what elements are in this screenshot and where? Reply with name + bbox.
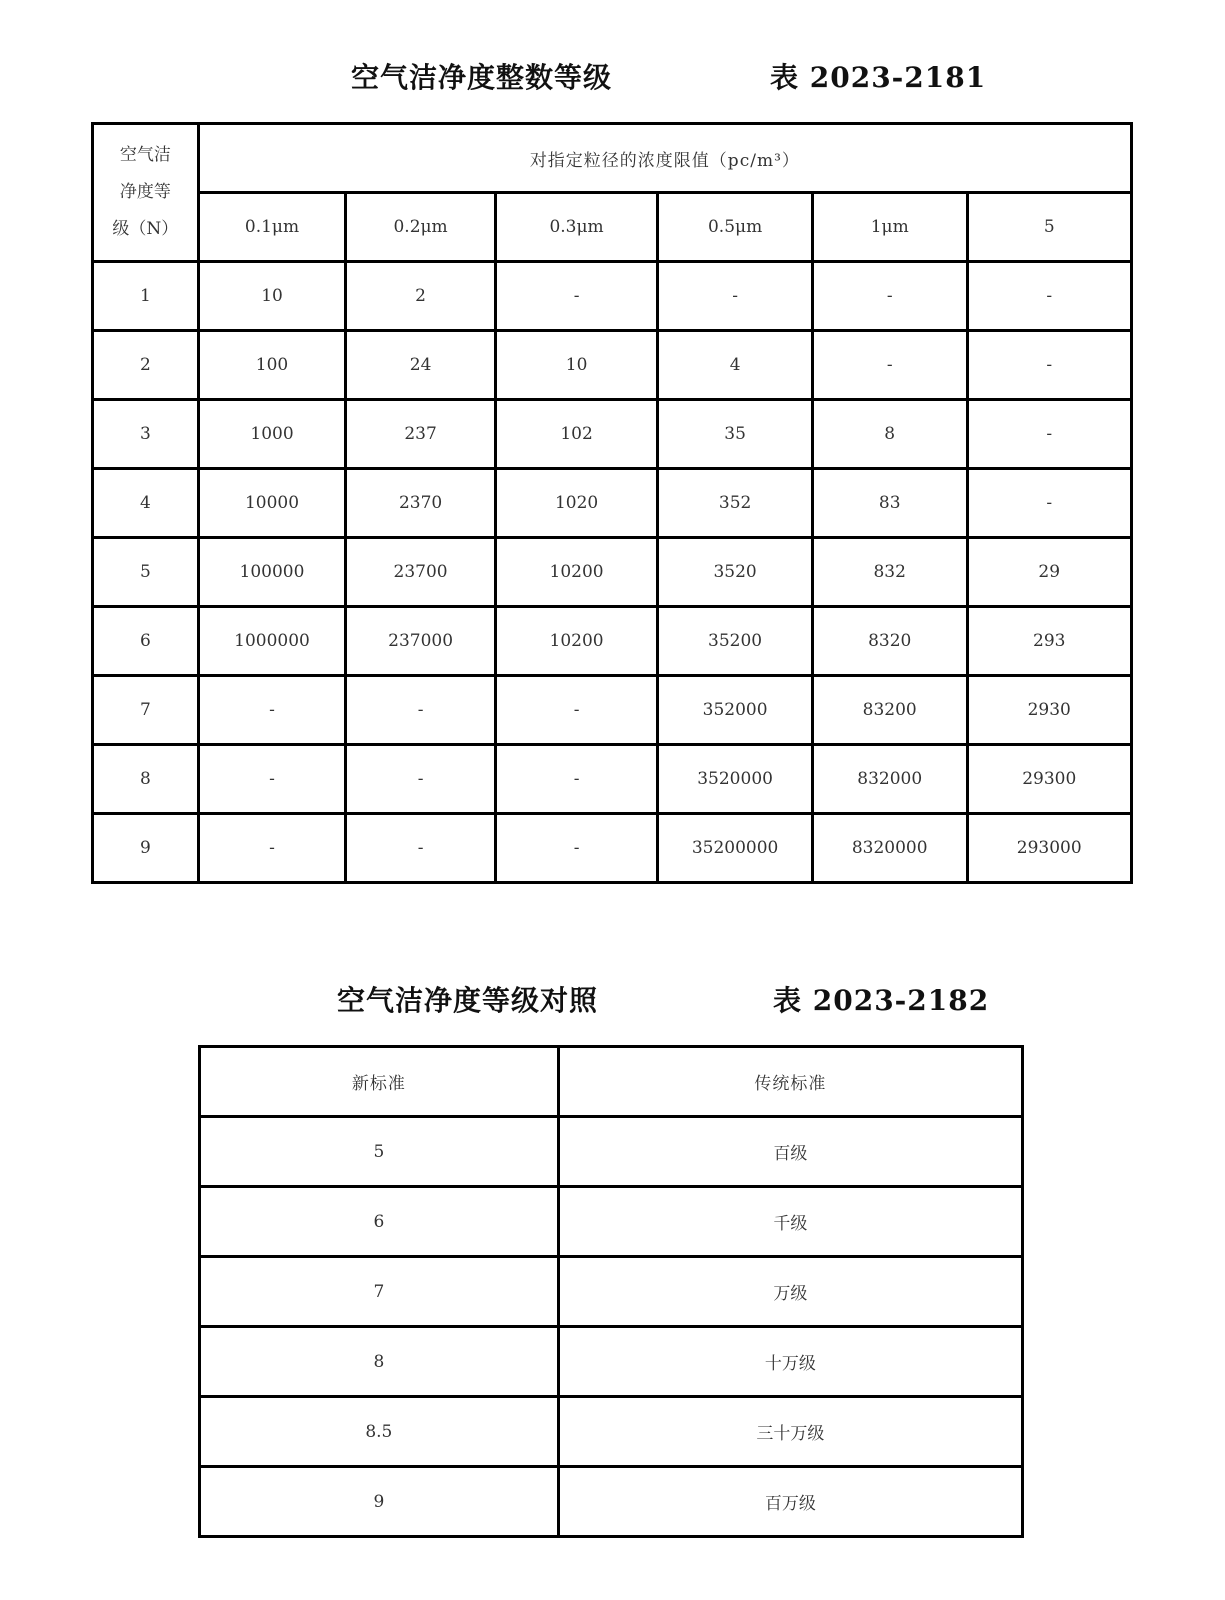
grade-cell: 6 bbox=[93, 607, 199, 676]
traditional-standard-cell: 百级 bbox=[558, 1117, 1022, 1187]
new-standard-cell: 6 bbox=[200, 1187, 559, 1257]
concentration-cell: 29 bbox=[967, 538, 1132, 607]
concentration-cell: 2 bbox=[346, 262, 496, 331]
concentration-cell: 10200 bbox=[495, 538, 657, 607]
new-standard-cell: 8 bbox=[200, 1327, 559, 1397]
concentration-cell: 29300 bbox=[967, 745, 1132, 814]
concentration-cell: 352000 bbox=[658, 676, 813, 745]
concentration-cell: - bbox=[967, 400, 1132, 469]
concentration-cell: 3520000 bbox=[658, 745, 813, 814]
table-row bbox=[200, 1257, 1023, 1327]
new-standard-header: 新标准 bbox=[200, 1047, 559, 1117]
traditional-standard-cell: 万级 bbox=[558, 1257, 1022, 1327]
table-row bbox=[200, 1467, 1023, 1537]
concentration-cell: - bbox=[495, 676, 657, 745]
traditional-standard-cell: 千级 bbox=[558, 1187, 1022, 1257]
concentration-cell: - bbox=[967, 262, 1132, 331]
particle-size-header: 0.5μm bbox=[658, 193, 813, 262]
concentration-cell: 1000000 bbox=[198, 607, 346, 676]
table2-header-row bbox=[200, 1047, 1023, 1117]
concentration-cell: 10000 bbox=[198, 469, 346, 538]
concentration-cell: - bbox=[495, 814, 657, 883]
traditional-standard-cell: 百万级 bbox=[558, 1467, 1022, 1537]
concentration-cell: 352 bbox=[658, 469, 813, 538]
table-row bbox=[200, 1117, 1023, 1187]
new-standard-cell: 8.5 bbox=[200, 1397, 559, 1467]
concentration-cell: - bbox=[812, 331, 967, 400]
concentration-cell: - bbox=[346, 745, 496, 814]
new-standard-cell: 7 bbox=[200, 1257, 559, 1327]
concentration-cell: - bbox=[495, 262, 657, 331]
concentration-cell: 35200 bbox=[658, 607, 813, 676]
concentration-cell: 100000 bbox=[198, 538, 346, 607]
table-row bbox=[93, 745, 1132, 814]
grade-cell: 9 bbox=[93, 814, 199, 883]
concentration-cell: 10 bbox=[198, 262, 346, 331]
particle-size-header-row bbox=[93, 193, 1132, 262]
concentration-cell: 8 bbox=[812, 400, 967, 469]
concentration-cell: 24 bbox=[346, 331, 496, 400]
grade-comparison-table bbox=[198, 1045, 1024, 1538]
concentration-cell: 10 bbox=[495, 331, 657, 400]
grade-cell: 5 bbox=[93, 538, 199, 607]
table1-number: 表 2023-2181 bbox=[770, 61, 987, 94]
grade-cell: 4 bbox=[93, 469, 199, 538]
table1-title: 空气洁净度整数等级 bbox=[351, 61, 613, 94]
concentration-cell: 35200000 bbox=[658, 814, 813, 883]
grade-cell: 8 bbox=[93, 745, 199, 814]
concentration-cell: 102 bbox=[495, 400, 657, 469]
table-row bbox=[93, 262, 1132, 331]
concentration-cell: 2370 bbox=[346, 469, 496, 538]
new-standard-cell: 5 bbox=[200, 1117, 559, 1187]
concentration-cell: 8320000 bbox=[812, 814, 967, 883]
concentration-cell: - bbox=[812, 262, 967, 331]
concentration-cell: 832 bbox=[812, 538, 967, 607]
concentration-cell: 3520 bbox=[658, 538, 813, 607]
concentration-cell: 237 bbox=[346, 400, 496, 469]
table-row bbox=[93, 400, 1132, 469]
concentration-cell: - bbox=[198, 814, 346, 883]
traditional-standard-cell: 十万级 bbox=[558, 1327, 1022, 1397]
concentration-cell: - bbox=[346, 814, 496, 883]
grade-cell: 3 bbox=[93, 400, 199, 469]
concentration-cell: 2930 bbox=[967, 676, 1132, 745]
particle-size-header: 0.2μm bbox=[346, 193, 496, 262]
traditional-standard-header: 传统标准 bbox=[558, 1047, 1022, 1117]
table-row bbox=[200, 1397, 1023, 1467]
concentration-cell: - bbox=[658, 262, 813, 331]
cleanliness-grade-table bbox=[91, 122, 1133, 884]
table-row bbox=[93, 676, 1132, 745]
grade-header-line: 空气洁 bbox=[119, 145, 171, 165]
grade-header-line: 级（N） bbox=[112, 219, 179, 239]
new-standard-cell: 9 bbox=[200, 1467, 559, 1537]
traditional-standard-cell: 三十万级 bbox=[558, 1397, 1022, 1467]
concentration-cell: - bbox=[967, 469, 1132, 538]
concentration-cell: 8320 bbox=[812, 607, 967, 676]
table1-header-row bbox=[93, 124, 1132, 193]
table2-number: 表 2023-2182 bbox=[773, 984, 990, 1017]
concentration-cell: - bbox=[346, 676, 496, 745]
table-row bbox=[200, 1187, 1023, 1257]
table2-title: 空气洁净度等级对照 bbox=[337, 984, 599, 1017]
table-row bbox=[93, 331, 1132, 400]
grade-cell: 1 bbox=[93, 262, 199, 331]
concentration-cell: 237000 bbox=[346, 607, 496, 676]
table-row bbox=[93, 607, 1132, 676]
table-row bbox=[93, 814, 1132, 883]
concentration-cell: 83200 bbox=[812, 676, 967, 745]
concentration-cell: 1020 bbox=[495, 469, 657, 538]
concentration-cell: - bbox=[495, 745, 657, 814]
concentration-cell: 10200 bbox=[495, 607, 657, 676]
concentration-cell: 35 bbox=[658, 400, 813, 469]
particle-size-header: 0.3μm bbox=[495, 193, 657, 262]
concentration-cell: 4 bbox=[658, 331, 813, 400]
grade-header-line: 净度等 bbox=[119, 182, 171, 202]
concentration-cell: 100 bbox=[198, 331, 346, 400]
table-row bbox=[200, 1327, 1023, 1397]
concentration-cell: 293 bbox=[967, 607, 1132, 676]
particle-size-header: 5 bbox=[967, 193, 1132, 262]
concentration-cell: - bbox=[198, 676, 346, 745]
concentration-limit-header: 对指定粒径的浓度限值（pc/m³） bbox=[198, 124, 1131, 193]
particle-size-header: 1μm bbox=[812, 193, 967, 262]
concentration-cell: 83 bbox=[812, 469, 967, 538]
concentration-cell: 23700 bbox=[346, 538, 496, 607]
concentration-cell: 832000 bbox=[812, 745, 967, 814]
grade-cell: 7 bbox=[93, 676, 199, 745]
table-row bbox=[93, 538, 1132, 607]
concentration-cell: - bbox=[198, 745, 346, 814]
grade-column-header bbox=[93, 124, 199, 262]
particle-size-header: 0.1μm bbox=[198, 193, 346, 262]
concentration-cell: 1000 bbox=[198, 400, 346, 469]
table-row bbox=[93, 469, 1132, 538]
grade-cell: 2 bbox=[93, 331, 199, 400]
concentration-cell: 293000 bbox=[967, 814, 1132, 883]
concentration-cell: - bbox=[967, 331, 1132, 400]
